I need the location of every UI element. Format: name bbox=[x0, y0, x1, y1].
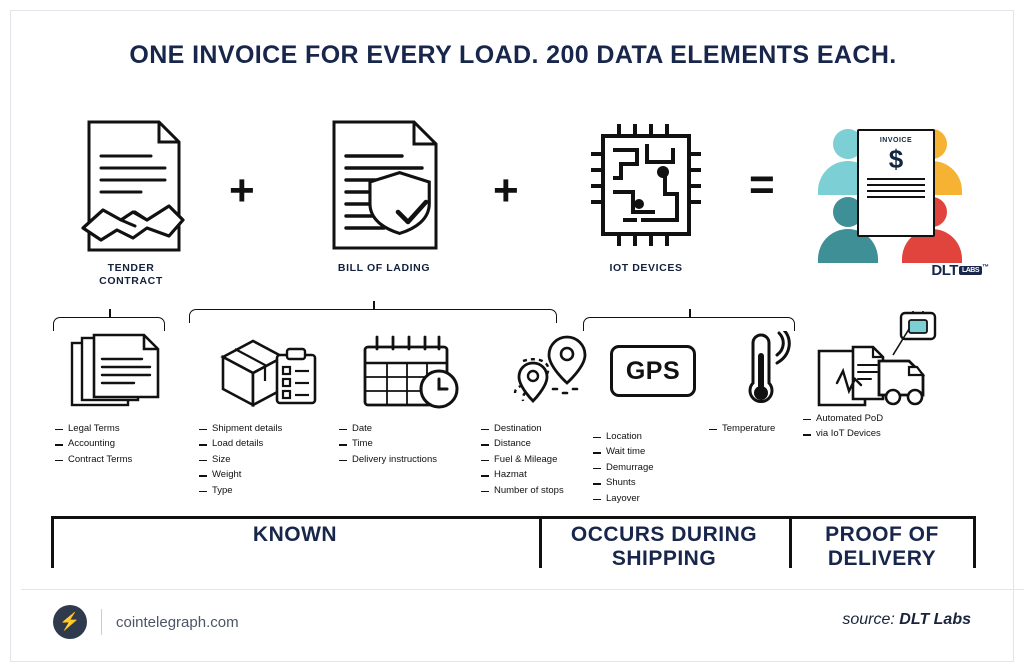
invoice-document-icon bbox=[857, 129, 935, 237]
bullet-item: Size bbox=[199, 452, 339, 467]
equation-item-tender-contract bbox=[51, 116, 211, 288]
bullet-item: via IoT Devices bbox=[803, 426, 963, 441]
box-clipboard-icon bbox=[199, 331, 339, 411]
people-group-invoice-icon bbox=[809, 111, 989, 271]
gps-box-icon bbox=[593, 331, 713, 411]
bullet-item: Hazmat bbox=[481, 467, 621, 482]
footer-divider bbox=[21, 589, 1024, 590]
bullet-item: Number of stops bbox=[481, 483, 621, 498]
bullet-item: Shunts bbox=[593, 475, 713, 490]
brand-divider bbox=[101, 609, 102, 635]
truck-document-chip-icon bbox=[803, 311, 963, 411]
bullet-item: Destination bbox=[481, 421, 621, 436]
operator-plus-2: + bbox=[493, 166, 519, 215]
bullet-item: Load details bbox=[199, 436, 339, 451]
bullet-list bbox=[339, 421, 487, 467]
bullet-item: Temperature bbox=[709, 421, 821, 436]
cointelegraph-brand[interactable] bbox=[53, 605, 239, 639]
page-title: ONE INVOICE FOR EVERY LOAD. 200 DATA ELEMENTS EACH. bbox=[129, 41, 897, 69]
gps-label: GPS bbox=[610, 345, 696, 397]
bullet-item: Legal Terms bbox=[55, 421, 185, 436]
calendar-clock-icon bbox=[339, 331, 487, 411]
infographic-frame bbox=[10, 10, 1014, 662]
category-axis bbox=[51, 516, 975, 519]
category-known: KNOWN bbox=[252, 523, 338, 546]
dollar-sign: $ bbox=[888, 144, 904, 174]
operator-equals: = bbox=[749, 160, 775, 209]
bullet-item: Type bbox=[199, 483, 339, 498]
cluster-schedule bbox=[339, 331, 487, 467]
bullet-item: Date bbox=[339, 421, 487, 436]
equation-item-label: BILL OF LADING bbox=[337, 262, 431, 274]
equation-item-label: IOT DEVICES bbox=[609, 262, 683, 274]
bullet-item: Demurrage bbox=[593, 460, 713, 475]
bullet-item: Location bbox=[593, 429, 713, 444]
invoice-heading: INVOICE bbox=[879, 137, 913, 144]
bullet-item: Wait time bbox=[593, 444, 713, 459]
bullet-list bbox=[55, 421, 185, 467]
bullet-list bbox=[199, 421, 339, 498]
bullet-item: Weight bbox=[199, 467, 339, 482]
invoice-lines bbox=[867, 178, 925, 198]
bullet-item: Layover bbox=[593, 491, 713, 506]
cluster-shipment bbox=[199, 331, 339, 498]
document-shield-check-icon bbox=[289, 116, 479, 256]
cointelegraph-logo-icon: ⚡ bbox=[53, 605, 87, 639]
bullet-item: Delivery instructions bbox=[339, 452, 487, 467]
cluster-proof-of-delivery bbox=[803, 311, 963, 442]
stacked-documents-icon bbox=[55, 331, 185, 411]
equation-item-label: TENDER CONTRACT bbox=[99, 262, 163, 288]
bullet-item: Fuel & Mileage bbox=[481, 452, 621, 467]
equation-row bbox=[31, 111, 995, 291]
bullet-item: Distance bbox=[481, 436, 621, 451]
bullet-list bbox=[593, 429, 713, 506]
bullet-item: Contract Terms bbox=[55, 452, 185, 467]
microchip-circuit-icon bbox=[551, 116, 741, 256]
bullet-item: Accounting bbox=[55, 436, 185, 451]
cluster-gps bbox=[593, 331, 713, 506]
operator-plus-1: + bbox=[229, 166, 255, 215]
equation-item-iot-devices bbox=[551, 116, 741, 275]
cluster-contract-terms bbox=[55, 331, 185, 467]
source-credit: source: DLT Labs bbox=[842, 611, 971, 628]
category-occurs-during-shipping: OCCURS DURING SHIPPING bbox=[570, 523, 758, 570]
dlt-labs-logo: DLT LABS ™ bbox=[931, 262, 989, 279]
bullet-item: Time bbox=[339, 436, 487, 451]
category-proof-of-delivery: PROOF OF DELIVERY bbox=[825, 523, 939, 570]
detail-clusters bbox=[31, 311, 995, 511]
brand-url[interactable]: cointelegraph.com bbox=[116, 613, 239, 631]
equation-result bbox=[809, 111, 995, 279]
handshake-document-icon bbox=[51, 116, 211, 256]
bullet-item: Automated PoD bbox=[803, 411, 963, 426]
bullet-list bbox=[803, 411, 963, 442]
bullet-item: Shipment details bbox=[199, 421, 339, 436]
equation-item-bill-of-lading bbox=[289, 116, 479, 275]
